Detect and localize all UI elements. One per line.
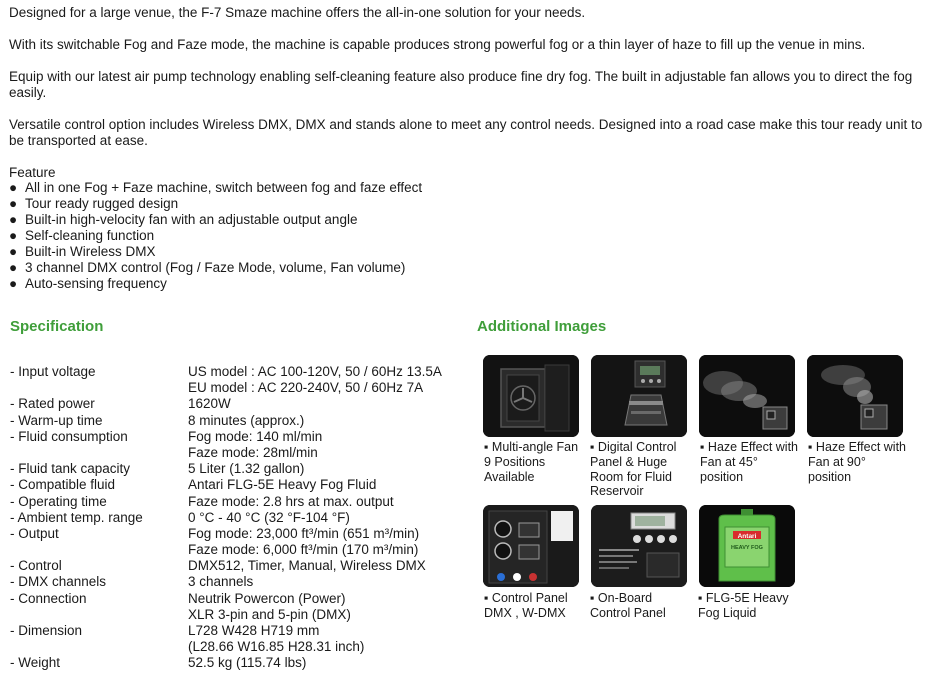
feature-item xyxy=(9,260,422,276)
bullet-icon: ● xyxy=(9,260,18,275)
spec-value: Fog mode: 140 ml/min xyxy=(188,428,323,444)
spec-value: 1620W xyxy=(188,396,231,412)
spec-label: - Operating time xyxy=(10,493,107,509)
caption-text: Control Panel DMX , W-DMX xyxy=(484,591,568,620)
spec-value: 52.5 kg (115.74 lbs) xyxy=(188,655,307,671)
spec-value: Faze mode: 2.8 hrs at max. output xyxy=(188,493,394,509)
bullet-icon: ● xyxy=(9,276,18,291)
fluid-bottle-image[interactable] xyxy=(699,505,795,587)
bullet-icon: ▪ xyxy=(484,440,489,454)
bullet-icon: ● xyxy=(9,212,18,227)
feature-item-text: Built-in high-velocity fan with an adjustable output angle xyxy=(25,212,358,227)
spec-value: XLR 3-pin and 5-pin (DMX) xyxy=(188,606,351,622)
control-panel-image[interactable] xyxy=(591,355,687,437)
feature-item-text: Auto-sensing frequency xyxy=(25,276,167,291)
spec-value: Faze mode: 6,000 ft³/min (170 m³/min) xyxy=(188,542,419,558)
caption-text: FLG-5E Heavy Fog Liquid xyxy=(698,591,789,620)
spec-label: - Ambient temp. range xyxy=(10,509,143,525)
spec-label: - Fluid consumption xyxy=(10,428,128,444)
bottle-label-text: HEAVY FOG xyxy=(731,545,763,551)
spec-label: - Weight xyxy=(10,655,61,671)
image-caption xyxy=(590,591,694,621)
feature-item-text: 3 channel DMX control (Fog / Faze Mode, volume, Fan volume) xyxy=(25,260,406,275)
spec-label: - Warm-up time xyxy=(10,412,103,428)
bullet-icon: ● xyxy=(9,244,18,259)
spec-value: 0 °C - 40 °C (32 °F-104 °F) xyxy=(188,509,350,525)
caption-text: Haze Effect with Fan at 45° position xyxy=(700,440,799,484)
spec-value: L728 W428 H719 mm xyxy=(188,623,320,638)
spec-value: EU model : AC 220-240V, 50 / 60Hz 7A xyxy=(188,380,424,396)
caption-text: On-Board Control Panel xyxy=(590,591,666,620)
bullet-icon: ▪ xyxy=(698,591,703,605)
spec-value: Faze mode: 28ml/min xyxy=(188,444,318,460)
caption-text: Haze Effect with Fan at 90° position xyxy=(808,440,907,484)
bullet-icon: ▪ xyxy=(484,591,489,605)
spec-value: DMX512, Timer, Manual, Wireless DMX xyxy=(188,558,426,574)
spec-label: - Output xyxy=(10,525,59,541)
feature-item-text: Built-in Wireless DMX xyxy=(25,244,156,259)
spec-label: - Dimension xyxy=(10,623,83,638)
caption-text: Multi-angle Fan 9 Positions Available xyxy=(484,440,579,484)
onboard-panel-image[interactable] xyxy=(591,505,687,587)
feature-item-text: All in one Fog + Faze machine, switch between fog and faze effect xyxy=(25,180,423,195)
spec-value: Fog mode: 23,000 ft³/min (651 m³/min) xyxy=(188,525,420,541)
spec-label: - Compatible fluid xyxy=(10,477,116,493)
bullet-icon: ● xyxy=(9,196,18,211)
dmx-panel-image[interactable] xyxy=(483,505,579,587)
spec-value: US model : AC 100-120V, 50 / 60Hz 13.5A xyxy=(188,364,442,379)
spec-label: - DMX channels xyxy=(10,574,107,590)
bullet-icon: ● xyxy=(9,180,18,195)
specification-heading: Specification xyxy=(10,318,104,335)
spec-value: Neutrik Powercon (Power) xyxy=(188,590,346,606)
image-caption xyxy=(698,591,802,621)
feature-heading: Feature xyxy=(9,165,56,180)
intro-paragraph-4: Versatile control option includes Wireless DMX, DMX and stands alone to meet any control needs. Designed into a road case make this tour ready unit to be transported at ease. xyxy=(9,117,923,148)
feature-item xyxy=(9,196,422,212)
image-caption xyxy=(700,440,804,484)
image-caption xyxy=(484,440,588,484)
image-caption xyxy=(590,440,694,499)
caption-text: Digital Control Panel & Huge Room for Fluid Reservoir xyxy=(590,440,677,499)
spec-value: (L28.66 W16.85 H28.31 inch) xyxy=(188,639,365,655)
spec-value: Antari FLG-5E Heavy Fog Fluid xyxy=(188,477,377,493)
spec-label: - Connection xyxy=(10,590,87,606)
image-caption xyxy=(484,591,588,621)
feature-item xyxy=(9,212,422,228)
feature-item xyxy=(9,180,422,196)
image-caption xyxy=(808,440,912,484)
intro-paragraph-2: With its switchable Fog and Faze mode, the machine is capable produces strong powerful fog or a thin layer of haze to fill up the venue in mins. xyxy=(9,37,866,52)
bullet-icon: ● xyxy=(9,228,18,243)
feature-list xyxy=(9,180,422,292)
feature-item-text: Tour ready rugged design xyxy=(25,196,179,211)
bullet-icon: ▪ xyxy=(700,440,705,454)
spec-label: - Rated power xyxy=(10,396,95,412)
feature-item xyxy=(9,276,422,292)
spec-value: 8 minutes (approx.) xyxy=(188,412,305,428)
spec-value: 5 Liter (1.32 gallon) xyxy=(188,461,305,477)
additional-images-heading: Additional Images xyxy=(477,318,607,335)
spec-value: 3 channels xyxy=(188,574,254,590)
bullet-icon: ▪ xyxy=(808,440,813,454)
spec-label: - Fluid tank capacity xyxy=(10,461,131,477)
feature-item-text: Self-cleaning function xyxy=(25,228,155,243)
spec-label: - Input voltage xyxy=(10,364,96,379)
bullet-icon: ▪ xyxy=(590,591,595,605)
feature-item xyxy=(9,228,422,244)
intro-paragraph-1: Designed for a large venue, the F-7 Smaze machine offers the all-in-one solution for your needs. xyxy=(9,5,586,20)
haze-90-image[interactable] xyxy=(807,355,903,437)
bullet-icon: ▪ xyxy=(590,440,595,454)
intro-paragraph-3: Equip with our latest air pump technology enabling self-cleaning feature also produce fine dry fog. The built in adjustable fan allows you to direct the fog easily. xyxy=(9,69,913,100)
feature-item xyxy=(9,244,422,260)
fan-image[interactable] xyxy=(483,355,579,437)
spec-label: - Control xyxy=(10,558,62,574)
haze-45-image[interactable] xyxy=(699,355,795,437)
bottle-brand-text: Antari xyxy=(737,533,757,540)
